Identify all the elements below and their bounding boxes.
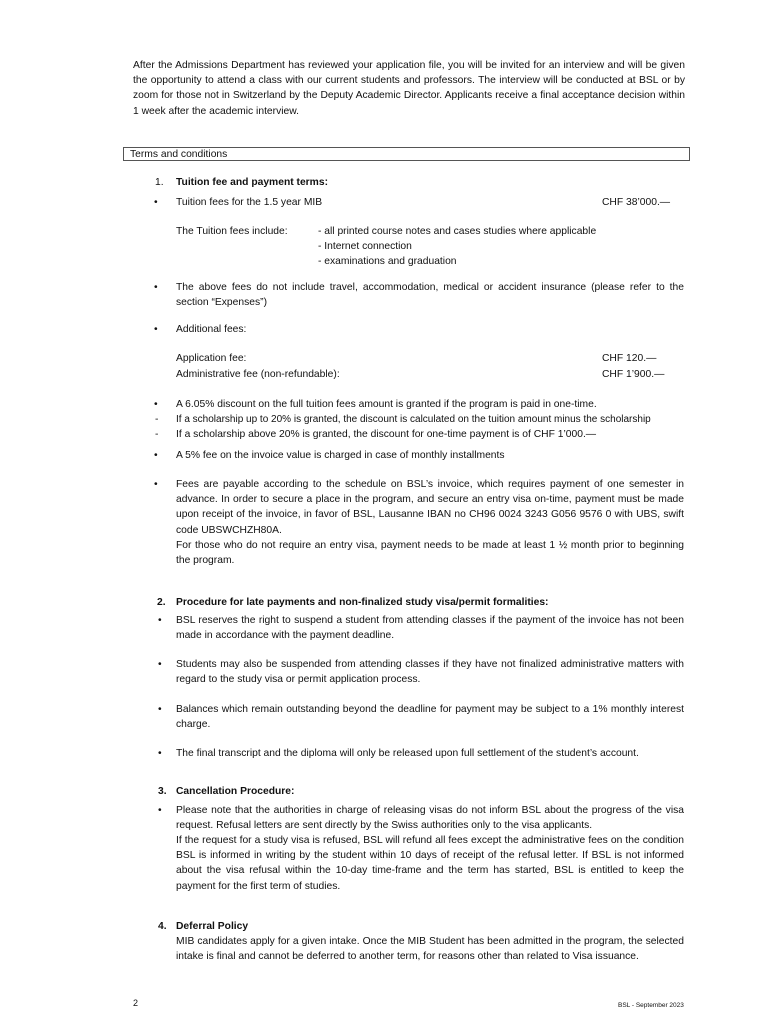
bullet: • [154,324,158,335]
section-3-heading: Cancellation Procedure: [176,786,295,797]
tuition-fee-value: CHF 38’000.— [602,197,671,208]
bullet: • [154,399,158,410]
intro-paragraph: After the Admissions Department has reviewed your application file, you will be invited for an interview and will be given the opportunity to attend a class with our current students and professors. The interview will be conducted at BSL or by zoom for those not in Switzerland by the Deputy Academic Director. Applicants receive a final acceptance decision within 1 week after the academic interview. [133,60,685,117]
cancellation-paragraph-1: Please note that the authorities in charge of releasing visas do not inform BSL about the progress of the visa request. Refusal letters are sent directly by the Swiss authorities only to the visa applicants. [176,805,684,832]
section-4-number: 4. [158,921,167,932]
section-4-heading: Deferral Policy [176,921,249,932]
list-item: - examinations and graduation [318,256,457,268]
no-visa-payment-text: For those who do not require an entry visa, payment needs to be made at least 1 ½ month prior to beginning the program. [176,540,684,567]
bullet: • [158,659,162,670]
scholarship-up-to-20: If a scholarship up to 20% is granted, the discount is calculated on the tuition amount minus the scholarship [176,414,651,425]
section-3-number: 3. [158,786,167,797]
bullet: • [158,704,162,715]
dash: - [155,414,159,425]
bullet: • [154,197,158,208]
discount-text: A 6.05% discount on the full tuition fees amount is granted if the program is paid in one-time. [176,399,597,410]
page-number: 2 [133,998,139,1008]
dash: - [155,429,159,440]
bullet: • [154,282,158,293]
administrative-fee-value: CHF 1’900.— [602,369,665,380]
bullet: • [154,450,158,461]
bullet: • [158,805,162,816]
late-payment-item: Balances which remain outstanding beyond the deadline for payment may be subject to a 1% monthly interest charge. [176,704,684,731]
bullet: • [158,615,162,626]
late-payment-item: The final transcript and the diploma will only be released upon full settlement of the student’s account. [176,748,639,759]
section-2-number: 2. [157,597,166,608]
tuition-fee-label: Tuition fees for the 1.5 year MIB [176,197,323,208]
scholarship-above-20: If a scholarship above 20% is granted, the discount for one-time payment is of CHF 1’000.— [176,429,597,440]
bullet: • [154,479,158,490]
tuition-includes-label: The Tuition fees include: [176,226,288,237]
fees-not-included: The above fees do not include travel, accommodation, medical or accident insurance (please refer to the section “Expenses”) [176,282,684,309]
section-1-heading: Tuition fee and payment terms: [176,177,328,188]
monthly-installment-fee: A 5% fee on the invoice value is charged in case of monthly installments [176,450,505,461]
administrative-fee-label: Administrative fee (non-refundable): [176,369,340,380]
terms-heading-box [123,147,690,161]
section-1-number: 1. [155,177,164,188]
deferral-paragraph: MIB candidates apply for a given intake. Once the MIB Student has been admitted in the program, the selected intake is final and cannot be deferred to another term, for reasons other than related to Visa issuance. [176,936,684,963]
section-2-heading: Procedure for late payments and non-finalized study visa/permit formalities: [176,597,549,608]
additional-fees-label: Additional fees: [176,324,247,335]
tuition-includes-list [318,224,658,270]
bullet: • [158,748,162,759]
payment-schedule-text: Fees are payable according to the schedule on BSL’s invoice, which requires payment of one semester in advance. In order to secure a place in the program, and secure an entry visa on-time, payment must be made upon receipt of the invoice, in favor of BSL, Lausanne IBAN no CH96 0024 3243 G056 9576 0 with UBS, swift code UBSWCHZH80A. [176,479,684,536]
application-fee-value: CHF 120.— [602,353,657,364]
application-fee-label: Application fee: [176,353,247,364]
cancellation-paragraph-2: If the request for a study visa is refused, BSL will refund all fees except the administrative fees on the condition BSL is informed in writing by the student within 10 days of receipt of the refusal letter. If BSL is not informed about the visa refusal within the 10-day time-frame and the term has started, BSL is entitled to keep the payment for the first term of studies. [176,835,684,892]
footer-date: BSL - September 2023 [618,1002,684,1009]
late-payment-item: BSL reserves the right to suspend a student from attending classes if the payment of the invoice has not been made in accordance with the payment deadline. [176,615,684,642]
list-item: - Internet connection [318,241,412,253]
late-payment-item: Students may also be suspended from attending classes if they have not finalized administrative matters with regard to the study visa or permit application process. [176,659,684,686]
terms-heading: Terms and conditions [130,149,228,160]
list-item: - all printed course notes and cases studies where applicable [318,226,597,237]
